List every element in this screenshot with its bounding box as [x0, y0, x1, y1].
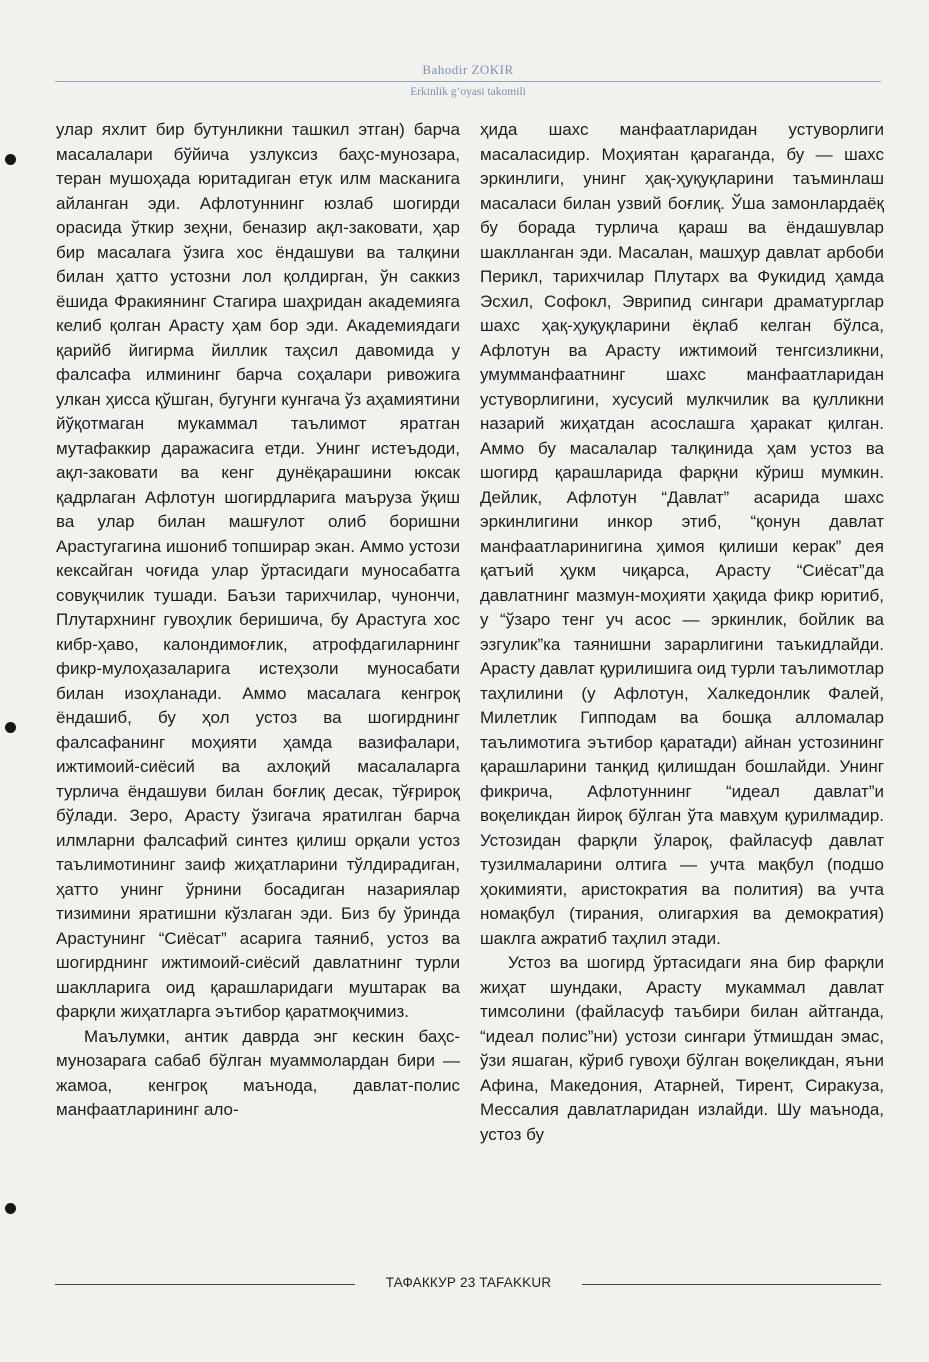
binder-hole-bottom	[5, 1203, 16, 1214]
right-paragraph-1: ҳида шахс манфаатларидан устуворлиги масаласидир. Моҳиятан қараганда, бу — шахс эркинлиги, унинг ҳақ-ҳуқуқларини таъминлаш масаласи билан узвий боғлиқ. Ўша замонлардаёқ бу борада турлича қараш ва ёндашувлар шаклланган эди. Масалан, машҳур давлат арбоби Перикл, тарихчилар Плутарх ва Фукидид ҳамда Эсхил, Софокл, Эврипид сингари драматурглар шахс ҳақ-ҳуқуқларини ёқлаб келган бўлса, Афлотун ва Арасту ижтимоий тенгсизликни, умумманфаатнинг шахс манфаатларидан устуворлигини, хусусий мулкчилик ва қулликни назарий жиҳатдан асослашга ҳаракат қилган. Аммо бу масалалар талқинида ҳам устоз ва шогирд қарашларида фарқни кўриш мумкин. Дейлик, Афлотун “Давлат” асарида шахс эркинлигини инкор этиб, “қонун давлат манфаатларинигина ҳимоя қилиши керак” дея қатъий ҳукм чиқарса, Арасту “Сиёсат”да давлатнинг мазмун-моҳияти ҳақида фикр юритиб, у “ўзаро тенг уч асос — эркинлик, бойлик ва эзгулик”ка таянишни зарарлигини таъкидлайди. Арасту давлат қурилишига оид турли таълимотлар таҳлилини (у Афлотун, Халкедонлик Фалей, Милетлик Гипподам ва бошқа алломалар таълимотига эътибор қаратади) айнан устозининг қарашларини танқид қилишдан бошлайди. Унинг фикрича, Афлотуннинг “идеал давлат”и воқеликдан йироқ бўлган ўта мавҳум қурилмадир. Устозидан фарқли ўлароқ, файласуф давлат тузилмаларини олтига — учта мақбул (подшо ҳокимияти, аристократия ва полития) ва учта номақбул (тирания, олигархия ва демократия) шаклга ажратиб таҳлил этади.	[480, 120, 884, 948]
right-text-column	[480, 118, 884, 1147]
footer-rule-left	[55, 1284, 355, 1285]
left-paragraph-1: улар яхлит бир бутунликни ташкил этган) барча масалалари бўйича узлуксиз баҳс-мунозара, теран мушоҳада юритадиган етук илм масканига айланган эди. Афлотуннинг юзлаб шогирди орасида ўткир зеҳни, беназир ақл-заковати, ҳар бир масалага ўзига хос ёндашуви ва талқини билан ҳатто устозни лол қолдирган, ўн саккиз ёшида Фракиянинг Стагира шаҳридан академияга келиб қолган Арасту ҳам бор эди. Академиядаги қарийб йигирма йиллик таҳсил давомида у фалсафа илмининг барча соҳалари ривожига улкан ҳисса қўшган, бугунги кунгача ўз аҳамиятини йўқотмаган мукаммал таълимот яратган мутафаккир даражасига етди. Унинг истеъдоди, ақл-заковати ва кенг дунёқарашини юксак қадрлаган Афлотун шогирдларига маъруза ўқиш ва улар билан машғулот олиб боришни Арастугагина ишониб топширар экан. Аммо устози кексайган чоғида улар ўртасидаги муносабатга совуқчилик тушади. Баъзи тарихчилар, чунончи, Плутархнинг гувоҳлик беришича, бу Арастуга хос кибр-ҳаво, калондимоғлик, атрофдагиларнинг фикр-мулоҳазаларига истеҳзоли муносабати билан изоҳланади. Аммо масалага кенгроқ ёндашиб, бу ҳол устоз ва шогирднинг фалсафанинг моҳияти ҳамда вазифалари, ижтимоий-сиёсий ва ахлоқий масалаларга турлича ёндашуви билан боғлиқ десак, тўғрироқ бўлади. Зеро, Арасту ўзигача яратилган барча илмларни фалсафий синтез қилиш орқали устоз таълимотининг заиф жиҳатларини тўлдирадиган, ҳатто унинг ўрнини босадиган назариялар тизимини яратишни кўзлаган эди. Биз бу ўринда Арастунинг “Сиёсат” асарига таяниб, устоз ва шогирднинг ижтимоий-сиёсий давлатнинг турли шаклларига оид қарашларидаги муштарак ва фарқли жиҳатларга эътибор қаратмоқчимиз.	[56, 120, 460, 1021]
header-author: Bahodir ZOKIR	[422, 62, 514, 77]
binder-hole-top	[5, 154, 16, 165]
header-subtitle: Erkinlik g’oyasi takomili	[410, 86, 526, 98]
binder-hole-middle	[5, 722, 16, 733]
footer-rule-right	[582, 1284, 881, 1285]
left-paragraph-2: Маълумки, антик даврда энг кескин баҳс-мунозарага сабаб бўлган муаммолардан бири — жамоа, кенгроқ маънода, давлат-полис манфаатларининг ало-	[56, 1026, 460, 1119]
left-text-column	[56, 118, 460, 1123]
page-footer	[55, 1272, 881, 1296]
header-rule	[55, 81, 881, 82]
footer-page-label: ТАФАККУР 23 TAFAKKUR	[385, 1275, 552, 1290]
right-paragraph-2: Устоз ва шогирд ўртасидаги яна бир фарқли жиҳат шундаки, Арасту мукаммал давлат тимсолини (файласуф таъбири билан айтганда, “идеал полис”ни) устози сингари ўтмишдан эмас, ўзи яшаган, кўриб гувоҳи бўлган воқеликдан, яъни Афина, Македония, Атарней, Тирент, Сиракуза, Мессалия давлатларидан излайди. Шу маънода, устоз бу	[480, 953, 884, 1144]
